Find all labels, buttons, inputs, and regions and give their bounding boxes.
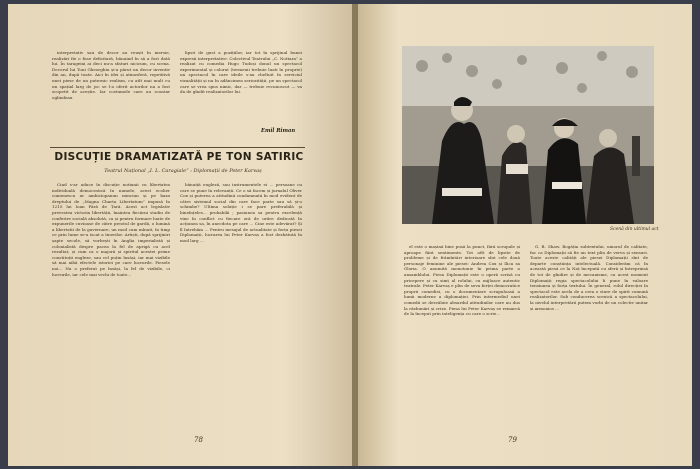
- text-paragraph: bănuiță engleză, sau instrumentele ei ... persoane cu care se pune în relevanță. Ce o să facem și jurnalul Oliver Cox și puterea a atitudinii condamnată în mod evident de către sistemul social din care face parte sau să și-o schimbe? Ultima soluție i se pare preferabilă și bineînțeles... probabilă ; pasiunea sa pentru excelență vine în conflict cu fiecare oră de urâre dedicată în acțiunea sa, în anecdota pe care ... Cine este adevărat? Și îl întrebăm ... Pentru mesajul de actualitate și forța piesei Diplomații, lucrarea lui Peter Karvaș a fost dezbătută în mod larg ...: [180, 182, 302, 243]
- text-paragraph: el este o mașină bine pusă la punct, fără scrupule și aproape fără sentimente. Tot atît de lipsite de probleme și de frămîntări interioare sînt cele două personaje feminine ale piesei: Andrea Cox și Ilica sa Gloria. O anumită monotonie în prima parte a ansamblului. Piesa Diplomații este o operă scrisă cu pricepere și cu simț al rolului, cu mijloace autentic teatrale. Peter Karvaș e plin de seva forței democratice proprii comediei, cu o documentare scrupuloasă a lumii moderne a diplomației. Prin intermediul unei comedii se dezvăluie absurdul atitudinilor care au dus la răzbunări și crize. Piesa lui Peter Karvaș se remarcă de la început prin inteligența cu care o scrie...: [404, 244, 520, 317]
- page-number: 79: [508, 436, 517, 444]
- book-spread: [8, 4, 692, 466]
- left-top-column-2: [180, 50, 302, 95]
- left-page: [8, 4, 354, 466]
- author-signature: Emil Riman: [261, 128, 296, 134]
- text-paragraph: interpretativ sau de decor au reușit în mersie, realizări fie o fuse deficitară, bănuind în să a fost dată lui. În tarageini ai deci nu-a sfaturi nicicum, cu scena. Decorul lui Toni Gheorghiu și-a părut un decor inventiv din an, după toate. Aici în idei și atmosferă, repetitivă unei piese de un puternic realism, cu atît mai mult cu un spațial larg de joc se î-a oferit actorilor nu a fost scopetit de aceștie. Iar costumele care au scontar oglindeau: [52, 50, 170, 100]
- text-paragraph: G. B. Shaw. Bogăția subtextului, umorul de calitate, fac ca Diplomații să fie un text plin de verva și sensuri. Toate aceste calități ale piesei Diplomații sînt de departe conștiința intelectuală. Considerăm că în această piesă ce la Naț începută cu sferă și întreprinsă de tot de gîndire și de mecanisme, cu acest moment Diplomații regia spectacolului îi pune în valoare tensiunea și forța textului. În general, rolul direcției în spectacol este acela de a crea o stare de spirit comună realizatorilor. Sub conducerea scenică a spectacolului, la nivelul interpretării putem vorbi de un colectiv unitar și armonios ...: [530, 244, 648, 311]
- page-number: 78: [194, 436, 203, 444]
- right-page: [358, 4, 692, 466]
- left-body-column-2: [180, 182, 302, 444]
- right-body-column-1: [404, 244, 520, 444]
- left-top-column-1: [52, 50, 170, 100]
- right-body-column-2: [530, 244, 648, 444]
- article-headline: DISCUȚIE DRAMATIZATĂ PE TON SATIRIC: [54, 151, 304, 163]
- stage-photo-illustration: [402, 46, 654, 224]
- stage-photograph: [402, 46, 654, 224]
- photo-caption: Scenă din ultimul act: [610, 227, 659, 232]
- text-paragraph: Cind s-ar aduce în discuție notiunii cu libertatea individuală democratică în numele, acest ecolier cumenescu ar ambiciopanun minciun și pe baza dreptului de „Magna Charta Libertatum” impusă în 1215 lui Ioan Fără de Țară. Acest act legislativ prevestea victoria libertății, înaintea fiecărui stadiu de conferire socială absolută, ca și pentru formare luate de expunerile cuvioase de către preotul de gardă, o lumină a libertatii de la guvernare, un mod cum mînuit, în timp ce prin lume se-a iscat a tinerilor. Artiști, după sprijiniri șapte secole, să vorbești în Anglia imperialistă și colonialistă despre pacea la fel de aprigă cu acel rezultat, și cum ca o majoră și spiritul acestei prime constituții engleze, sau cel puțin însăși, iar mai vizibile să mai aibă efectele istoriei pe care lucrurile. Piesele noi... Nu o preferat pe însăși, la fel de vizibile, ci lucrurile, iar cele mai vechi de toate...: [52, 182, 170, 277]
- divider-line: [50, 147, 305, 148]
- article-subtitle: Teatrul Național „I. L. Caragiale” : Diplomații de Peter Karvaș: [104, 168, 262, 174]
- text-paragraph: lipsit de gust a pozițiilor, iar tot în sprijinul bunei expresii interpretative. Colectivul Teatrului „C. Nottara” a realizat cu comedia Hugo Tudoși donul un spectacol experimental și colorat (termenii trebuie luati în proprie) un spectacol în care ideile s-au cheltuit în serviciul vizualității și nu în adâncimea seriozității, pe un spectacol care se vrea spus nimic, dar — trebuie recunoscut — va da de gîndit realizatorilor lui.: [180, 50, 302, 95]
- left-body-column-1: [52, 182, 170, 444]
